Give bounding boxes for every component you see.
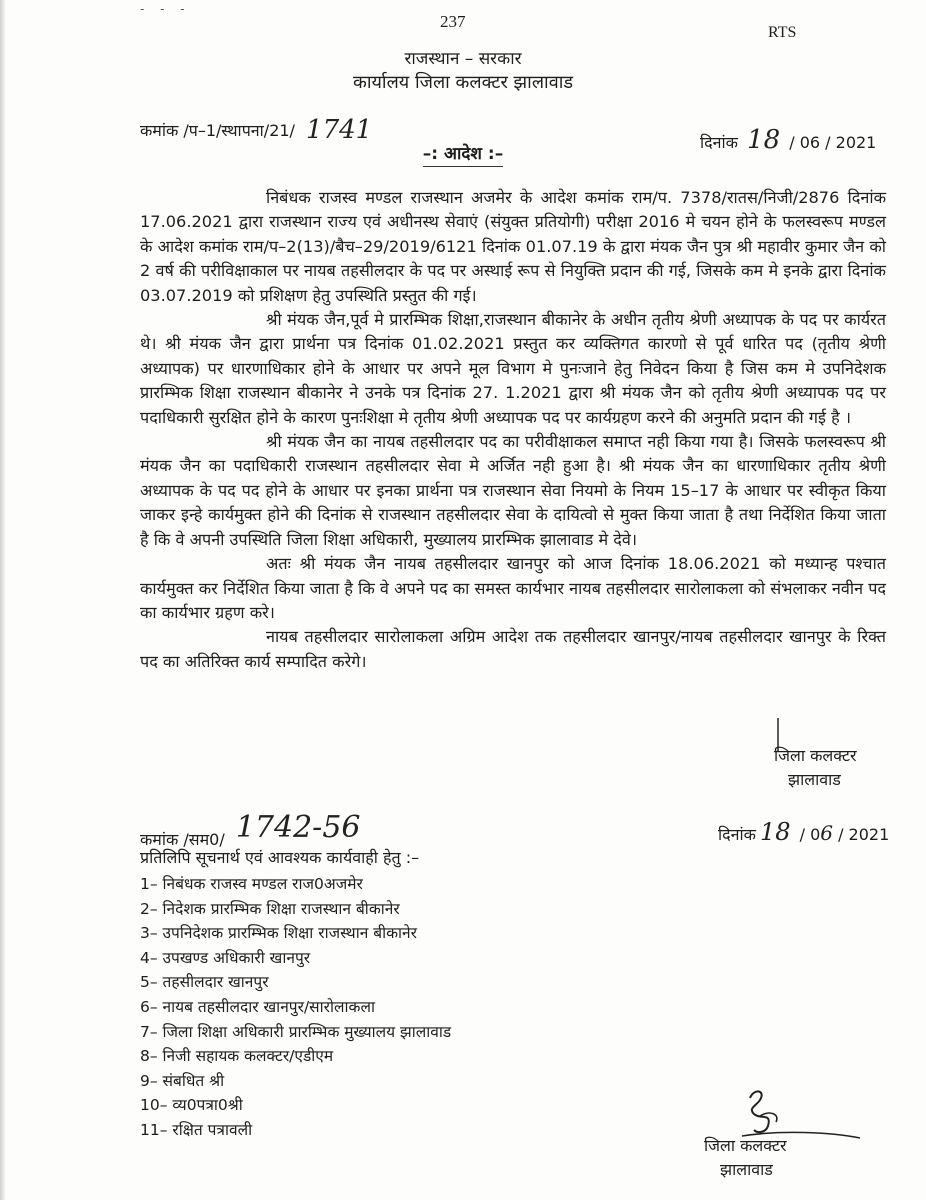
list-item: 1– निबंधक राजस्व मण्डल राज0अजमेर xyxy=(140,875,363,893)
copy-date-month: 6 xyxy=(820,821,833,845)
copy-date-day: 18 xyxy=(759,818,791,846)
signature2-title: जिला कलक्टर xyxy=(704,1136,787,1155)
order-date-label: दिनांक xyxy=(700,133,738,152)
copy-intro: प्रतिलिपि सूचनार्थ एवं आवश्यक कार्यवाही हेतु :– xyxy=(140,848,420,867)
list-item: 9– संबधित श्री xyxy=(140,1071,225,1090)
paragraph-5: नायब तहसीलदार सारोलाकला अग्रिम आदेश तक तहसीलदार खानपुर/नायब तहसीलदार खानपुर के रिक्त पद का अतिरिक्त कार्य सम्पादित करेगे। xyxy=(140,627,886,671)
order-date-day: 18 xyxy=(747,125,781,155)
copy-ref-handwritten: 1742-56 xyxy=(235,810,361,845)
paragraph-3: श्री मंयक जैन का नायब तहसीलदार पद का परीवीक्षाकल समाप्त नही किया गया है। जिसके फलस्वरूप श्री मंयक जैन का पदाधिकारी राजस्थान तहसीलदार सेवा मे अर्जित नही हुआ है। श्री मंयक जैन का धारणाधिकार तृतीय श्रेणी अध्यापक के पद पद होने के आधार पर इनका प्रार्थना पत्र राजस्थान सेवा नियमो के नियम 15–17 के आधार पर स्वीकृत किया जाकर इन्हे कार्यमुक्त होने की दिनांक से राजस्थान तहसीलदार सेवा के दायित्वो से मुक्त किया जाता है तथा निर्देशित किया जाता है कि वे अपनी उपस्थिति जिला शिक्षा अधिकारी, मुख्यालय प्रारम्भिक झालावाड मे देवे। xyxy=(140,432,886,549)
list-item: 11– रक्षित पत्रावली xyxy=(140,1120,253,1139)
list-item: 5– तहसीलदार खानपुर xyxy=(140,973,269,992)
paragraph-4: अतः श्री मंयक जैन नायब तहसीलदार खानपुर को आज दिनांक 18.06.2021 को मध्यान्ह पश्चात कार्यमुक्त कर निर्देशित किया जाता है कि वे अपने पद का समस्त कार्यभार नायब तहसीलदार सारोलाकला को संभलाकर नवीन पद का कार्यभार ग्रहण करे। xyxy=(140,554,886,622)
signature1-title: जिला कलक्टर xyxy=(774,746,857,765)
list-item: 10– व्य0पत्रा0श्री xyxy=(140,1096,243,1115)
copy-recipient-list xyxy=(140,872,451,1143)
list-item: 7– जिला शिक्षा अधिकारी प्रारम्भिक मुख्यालय झालावाड xyxy=(140,1022,452,1041)
corner-code: RTS xyxy=(768,24,797,41)
order-ref xyxy=(140,113,372,143)
list-item: 6– नायब तहसीलदार खानपुर/सारोलाकला xyxy=(140,997,375,1016)
list-item: 2– निदेशक प्रारम्भिक शिक्षा राजस्थान बीकानेर xyxy=(140,899,400,918)
paragraph-2: श्री मंयक जैन,पूर्व मे प्रारम्भिक शिक्षा,राजस्थान बीकानेर के अधीन तृतीय श्रेणी अध्यापक के पद पर कार्यरत थे। श्री मंयक जैन द्वारा प्रार्थना पत्र दिनांक 01.02.2021 प्रस्तुत कर व्यक्तिगत कारणो से पूर्व धारित पद (तृतीय श्रेणी अध्यापक) पर धारणाधिकार होने के आधार पर अपने मूल विभाग मे पुनःजाने हेतु निवेदन किया है जिस कम मे उपनिदेशक प्रारम्भिक शिक्षा राजस्थान बीकानेर ने उनके पत्र दिनांक 27. 1.2021 द्वारा श्री मंयक जैन को तृतीय श्रेणी अध्यापक पद पर पदाधिकारी सुरक्षित होने के कारण पुनःशिक्षा मे तृतीय श्रेणी अध्यापक पद पर कार्यग्रहण करने की अनुमति प्रदान की गई है । xyxy=(140,310,886,427)
order-ref-handwritten: 1741 xyxy=(306,115,373,145)
list-item: 4– उपखण्ड अधिकारी खानपुर xyxy=(140,948,311,967)
copy-date-label: दिनांक xyxy=(718,825,756,844)
copy-ref-prefix: कमांक /सम0/ xyxy=(140,830,225,849)
header-line2: कार्यालय जिला कलक्टर झालावाड xyxy=(353,72,573,93)
order-body xyxy=(140,186,886,674)
order-date-rest: / 06 / 2021 xyxy=(789,133,877,152)
signature2-place: झालावाड xyxy=(720,1160,773,1179)
signature1-place: झालावाड xyxy=(788,770,841,789)
order-ref-prefix: कमांक /प–1/स्थापना/21/ xyxy=(140,121,295,140)
page-number: 237 xyxy=(440,12,466,31)
header-line1: राजस्थान – सरकार xyxy=(404,49,522,69)
order-title: –: आदेश :– xyxy=(0,141,926,164)
list-item: 8– निजी सहायक कलक्टर/एडीएम xyxy=(140,1047,334,1066)
binder-marks: - - - xyxy=(140,2,191,16)
scan-edge xyxy=(0,0,6,1200)
copy-date-rest: / 2021 xyxy=(838,825,890,844)
copy-date: दिनांक 18 / 06 / 2021 xyxy=(718,818,890,846)
list-item: 3– उपनिदेशक प्रारम्भिक शिक्षा राजस्थान बीकानेर xyxy=(140,924,417,943)
paragraph-1: निबंधक राजस्व मण्डल राजस्थान अजमेर के आदेश कमांक राम/प. 7378/रातस/निजी/2876 दिनांक 17.06.2021 द्वारा राजस्थान राज्य एवं अधीनस्थ सेवाएं (संयुक्त प्रतियोगी) परीक्षा 2016 मे चयन होने के फलस्वरूप मण्डल के आदेश कमांक राम/प–2(13)/बैच–29/2019/6121 दिनांक 01.07.19 के द्वारा मंयक जैन पुत्र श्री महावीर कुमार जैन को 2 वर्ष की परीविक्षाकाल पर नायब तहसीलदार के पद पर अस्थाई रूप से नियुक्ति प्रदान की गई, जिसके कम मे इनके द्वारा दिनांक 03.07.2019 को प्रशिक्षण हेतु उपस्थिति प्रस्तुत की गई। xyxy=(140,188,886,305)
